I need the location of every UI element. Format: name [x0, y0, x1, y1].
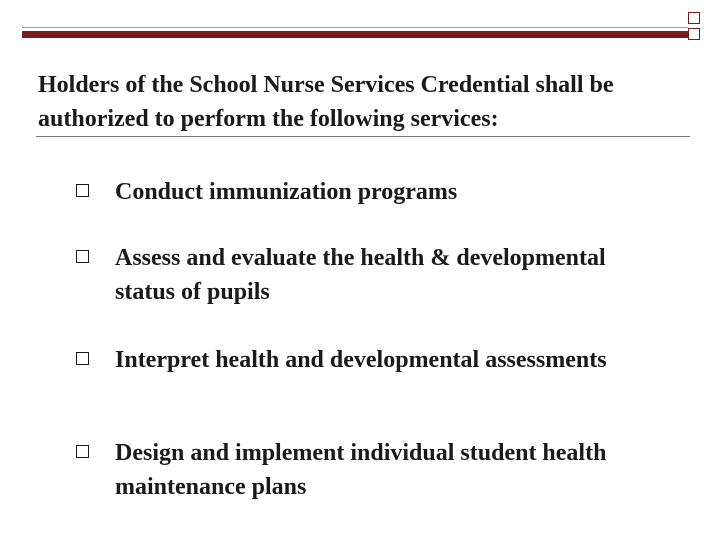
hollow-square-bullet-icon	[76, 250, 89, 263]
bullet-text: Conduct immunization programs	[115, 179, 458, 205]
bullet-text: Assess and evaluate the health & developmental status of pupils	[115, 245, 606, 305]
hollow-square-bullet-icon	[76, 352, 89, 365]
slide-title: Holders of the School Nurse Services Credential shall be authorized to perform the following services:	[38, 72, 614, 132]
bullet-text: Design and implement individual student health maintenance plans	[115, 440, 607, 500]
bullet-text: Interpret health and developmental assessments	[115, 347, 607, 373]
hollow-square-bullet-icon	[76, 184, 89, 197]
hollow-square-bullet-icon	[76, 445, 89, 458]
